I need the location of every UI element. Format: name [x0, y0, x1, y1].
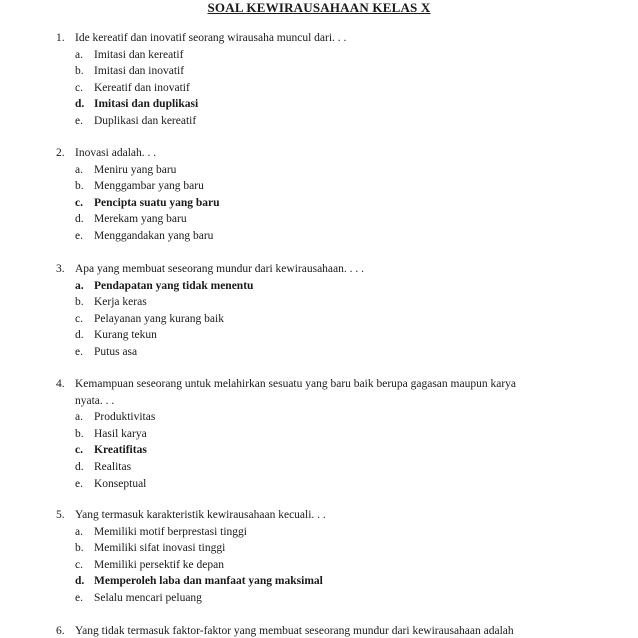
option-letter: c. — [75, 196, 83, 209]
option-letter: e. — [75, 592, 83, 604]
question-number: 4. — [56, 378, 65, 390]
option-letter: c. — [75, 81, 83, 94]
option-text: Imitasi dan inovatif — [94, 65, 185, 78]
option-letter: c. — [75, 444, 83, 457]
option-text: Memiliki persektif ke depan — [94, 558, 224, 571]
option-letter: e. — [75, 477, 83, 490]
option-letter: b. — [75, 180, 84, 193]
option-letter: d. — [75, 329, 84, 342]
option-letter: c. — [75, 558, 83, 571]
question-number: 1. — [56, 32, 65, 44]
page-title: SOAL KEWIRAUSAHAAN KELAS X — [207, 0, 431, 15]
option-letter: a. — [75, 48, 83, 61]
option-letter: e. — [75, 230, 83, 242]
option-letter: d. — [75, 98, 85, 111]
option-letter: d. — [75, 575, 85, 588]
option-text: Konseptual — [94, 477, 147, 490]
option-text: Kerja keras — [94, 296, 147, 309]
option-letter: b. — [75, 427, 84, 440]
option-letter: e. — [75, 115, 83, 127]
option-text: Memiliki motif berprestasi tinggi — [94, 525, 247, 538]
option-text: Pendapatan yang tidak menentu — [94, 279, 254, 292]
question-text: nyata. . . — [75, 394, 115, 407]
option-text: Duplikasi dan kereatif — [94, 115, 197, 127]
option-letter: a. — [75, 163, 83, 176]
question-text: Kemampuan seseorang untuk melahirkan sesuatu yang baru baik berupa gagasan maupun karya — [75, 378, 517, 390]
option-letter: b. — [75, 65, 84, 78]
question-text: Yang termasuk karakteristik kewirausahaan kecuali. . . — [75, 509, 326, 521]
question-number: 6. — [56, 625, 65, 637]
option-text: Pencipta suatu yang baru — [94, 196, 220, 209]
option-text: Menggandakan yang baru — [94, 230, 214, 242]
option-text: Imitasi dan kereatif — [94, 48, 184, 61]
option-text: Menggambar yang baru — [94, 180, 204, 193]
option-text: Produktivitas — [94, 411, 156, 424]
question-number: 5. — [56, 509, 65, 521]
question-text: Apa yang membuat seseorang mundur dari kewirausahaan. . . . — [75, 263, 365, 275]
option-letter: e. — [75, 346, 83, 358]
option-text: Kereatif dan inovatif — [94, 81, 190, 94]
option-letter: a. — [75, 411, 83, 424]
option-text: Kurang tekun — [94, 329, 157, 342]
question-number: 2. — [56, 147, 65, 159]
option-text: Hasil karya — [94, 427, 147, 440]
option-text: Imitasi dan duplikasi — [94, 98, 199, 111]
option-text: Merekam yang baru — [94, 213, 187, 226]
option-letter: a. — [75, 279, 84, 292]
option-text: Memiliki sifat inovasi tinggi — [94, 542, 226, 555]
question-text: Inovasi adalah. . . — [75, 147, 157, 159]
option-text: Realitas — [94, 461, 132, 473]
option-letter: b. — [75, 542, 84, 555]
question-text: Ide kereatif dan inovatif seorang wirausaha muncul dari. . . — [75, 32, 347, 44]
question-text: Yang tidak termasuk faktor-faktor yang membuat seseorang mundur dari kewirausahaan adalah — [75, 625, 514, 637]
option-text: Pelayanan yang kurang baik — [94, 312, 224, 325]
question-number: 3. — [56, 263, 65, 275]
option-letter: d. — [75, 461, 84, 473]
option-letter: c. — [75, 312, 83, 325]
option-letter: a. — [75, 525, 83, 538]
option-text: Memperoleh laba dan manfaat yang maksimal — [94, 575, 323, 588]
option-letter: b. — [75, 296, 84, 309]
option-letter: d. — [75, 213, 84, 226]
option-text: Putus asa — [94, 346, 138, 358]
option-text: Kreatifitas — [94, 444, 147, 457]
option-text: Selalu mencari peluang — [94, 592, 202, 604]
option-text: Meniru yang baru — [94, 163, 177, 176]
